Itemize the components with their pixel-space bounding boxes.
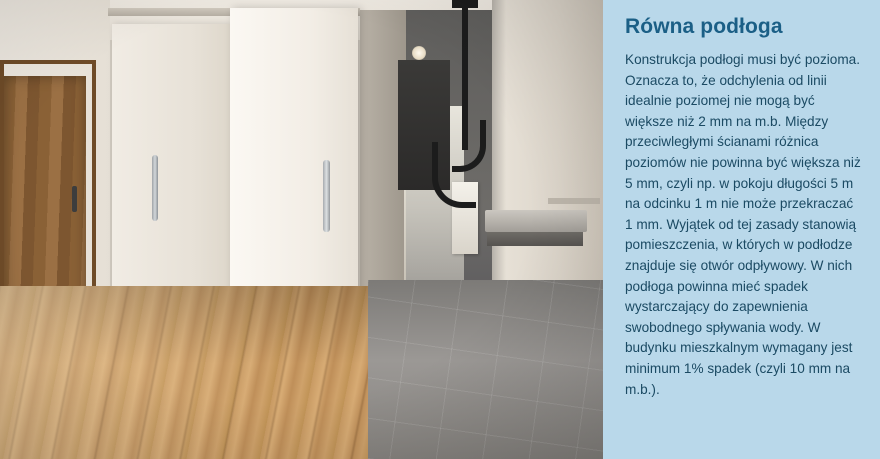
- wood-door-handle: [72, 186, 77, 212]
- sliding-panel-left-handle: [152, 155, 158, 221]
- right-wall-surface: [492, 0, 603, 300]
- sink-basin: [485, 210, 587, 232]
- wall-niche-shelf: [548, 198, 600, 204]
- black-pipe-cap: [452, 0, 478, 8]
- sliding-panel-right-handle: [323, 160, 330, 232]
- sink-underside: [487, 232, 583, 246]
- tile-floor: [368, 280, 603, 459]
- ceiling-light-icon: [412, 46, 426, 60]
- panel-body-text: Konstrukcja podłogi musi być pozioma. Oznacza to, że odchylenia od linii idealnie poziomej nie mogą być większe niż 2 mm na m.b. Między przeciwległymi ścianami różnica poziomów nie powinna być większa niż 5 mm, czyli np. w pokoju długości 5 m na odcinku 1 m nie może przekraczać 1 mm. Wyjątek od tej zasady stanowią pomieszczenia, w których w podłodze znajduje się otwór odpływowy. W nich podłoga powinna mieć spadek wystarczający do zapewnienia swobodnego spływania wody. W budynku mieszkalnym wymagany jest minimum 1% spadek (czyli 10 mm na m.b.).: [625, 52, 861, 397]
- panel-title: Równa podłoga: [625, 15, 783, 38]
- right-wall-shadow: [492, 0, 506, 300]
- info-panel: [603, 0, 880, 459]
